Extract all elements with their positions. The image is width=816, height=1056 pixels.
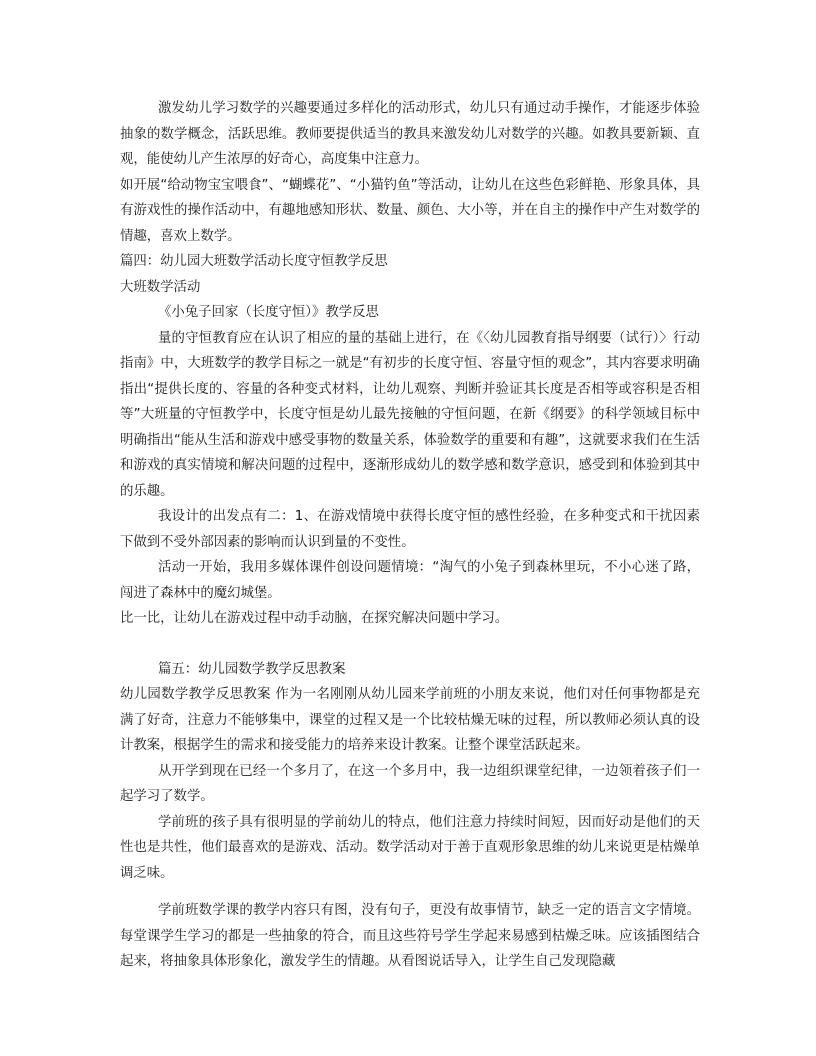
paragraph: 如开展“给动物宝宝喂食”、“蝴蝶花”、“小猫钓鱼”等活动，让幼儿在这些色彩鲜艳、形象具体，具有游戏性的操作活动中，有趣地感知形状、数量、颜色、大小等，并在自主的操作中产生对数学的情趣，喜欢上数学。 [120, 177, 700, 244]
paragraph: 比一比，让幼儿在游戏过程中动手动脑，在探究解决问题中学习。 [120, 611, 509, 626]
section-subheading: 大班数学活动 [120, 279, 201, 295]
paragraph: 从开学到现在已经一个多月了，在这一个多月中，我一边组织课堂纪律，一边领着孩子们一起学习了数学。 [120, 763, 700, 804]
paragraph: 学前班的孩子具有很明显的学前幼儿的特点，他们注意力持续时间短，因而好动是他们的天性也是共性，他们最喜欢的是游戏、活动。数学活动对于善于直观形象思维的幼儿来说更是枯燥单调乏味。 [120, 814, 700, 881]
document-page [120, 96, 700, 975]
paragraph: 激发幼儿学习数学的兴趣要通过多样化的活动形式，幼儿只有通过动手操作，才能逐步体验抽象的数学概念，活跃思维。教师要提供适当的教具来激发幼儿对数学的兴趣。如教具要新颖、直观，能使幼儿产生浓厚的好奇心，高度集中注意力。 [120, 101, 700, 167]
paragraph: 活动一开始，我用多媒体课件创设问题情境：“淘气的小兔子到森林里玩，不小心迷了路，闯进了森林中的魔幻城堡。 [120, 560, 700, 601]
paragraph: 我设计的出发点有二：1、在游戏情境中获得长度守恒的感性经验，在多种变式和干扰因素下做到不受外部因素的影响而认识到量的不变性。 [120, 509, 700, 550]
article-title: 《小兔子回家（长度守恒）》教学反思 [158, 305, 379, 320]
section-heading: 篇四：幼儿园大班数学活动长度守恒教学反思 [120, 254, 388, 269]
paragraph: 幼儿园数学教学反思教案 作为一名刚刚从幼儿园来学前班的小朋友来说，他们对任何事物都是充满了好奇，注意力不能够集中，课堂的过程又是一个比较枯燥无味的过程，所以教师必须认真的设计教案，根据学生的需求和接受能力的培养来设计教案。让整个课堂活跃起来。 [120, 687, 700, 753]
paragraph: 量的守恒教育应在认识了相应的量的基础上进行，在《〈幼儿园教育指导纲要（试行）〉行动指南》中，大班数学的教学目标之一就是“有初步的长度守恒、容量守恒的观念”，其内容要求明确指出“提供长度的、容量的各种变式材料，让幼儿观察、判断并验证其长度是否相等或容积是否相等”大班量的守恒教学中，长度守恒是幼儿最先接触的守恒问题，在新《纲要》的科学领域目标中明确指出“能从生活和游戏中感受事物的数量关系，体验数学的重要和有趣”，这就要求我们在生活和游戏的真实情境和解决问题的过程中，逐渐形成幼儿的数学感和数学意识，感受到和体验到其中的乐趣。 [120, 330, 700, 499]
section-heading: 篇五：幼儿园数学教学反思教案 [158, 661, 346, 677]
paragraph: 学前班数学课的教学内容只有图，没有句子，更没有故事情节，缺乏一定的语言文字情境。每堂课学生学习的都是一些抽象的符合，而且这些符号学生学起来易感到枯燥乏味。应该插图结合起来，将抽象具体形象化，激发学生的情趣。从看图说话导入，让学生自己发现隐藏 [120, 903, 700, 969]
